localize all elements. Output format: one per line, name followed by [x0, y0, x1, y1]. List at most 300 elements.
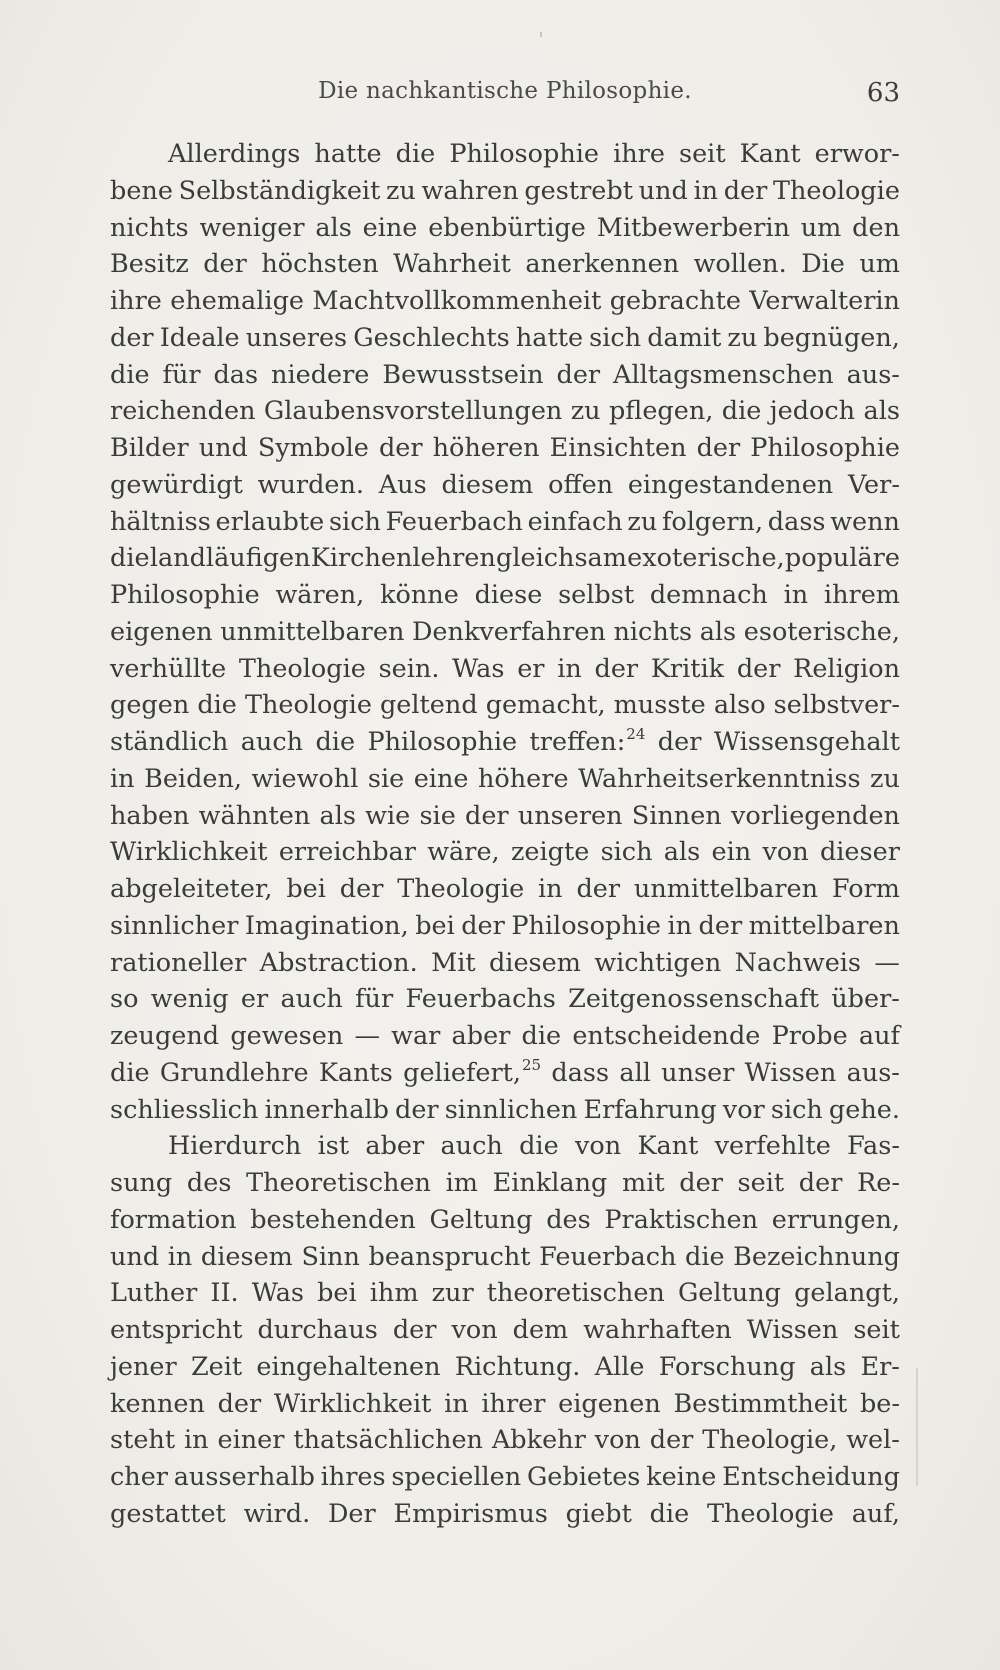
word: diesem — [488, 947, 581, 978]
word: eine — [413, 763, 469, 794]
word: die — [197, 690, 237, 721]
word: Wissen — [746, 1315, 839, 1345]
text-line — [110, 467, 900, 504]
word: als — [863, 396, 900, 427]
word: über- — [831, 984, 900, 1015]
word: eingehaltenen — [256, 1351, 441, 1382]
word: wenn — [830, 506, 900, 537]
word: von — [594, 1425, 641, 1456]
word: ist — [317, 1131, 350, 1162]
word: das — [213, 359, 259, 390]
word: dass — [551, 1057, 610, 1088]
word: der — [110, 322, 154, 353]
word: weniger — [199, 212, 305, 243]
word: Bestimmtheit — [673, 1388, 848, 1419]
text-line — [110, 908, 900, 945]
text-line — [110, 540, 900, 577]
word: der — [461, 910, 505, 941]
word: mit — [622, 1168, 665, 1198]
word: Bewusstsein — [382, 359, 544, 390]
word: im — [445, 1168, 478, 1198]
word: um — [859, 249, 900, 280]
word: gebrachte — [609, 286, 741, 316]
word: der — [203, 249, 247, 280]
word: Bezeichnung — [733, 1241, 900, 1272]
text-line — [110, 1055, 900, 1092]
word: Machtvollkommenheit — [312, 286, 602, 316]
word: kennen — [110, 1388, 205, 1419]
word: jedoch — [769, 396, 856, 427]
word: Theologie — [772, 175, 900, 206]
text-line — [110, 283, 900, 320]
text-line — [110, 687, 900, 724]
word: ihrem — [823, 580, 900, 610]
word: in — [444, 1388, 469, 1419]
word: zeigte — [510, 837, 590, 868]
word: gelangt, — [794, 1278, 900, 1309]
word: zur — [431, 1278, 474, 1309]
text-line — [110, 210, 900, 247]
word: der — [594, 653, 639, 684]
word: II. — [210, 1278, 239, 1309]
text-line — [110, 136, 900, 173]
text-line — [110, 1312, 900, 1349]
word: aber — [451, 1021, 511, 1051]
word: von — [762, 837, 809, 868]
word: einer — [217, 1425, 285, 1456]
word: eigenen — [110, 616, 213, 647]
word: wel- — [846, 1425, 900, 1456]
word: Wissen — [744, 1057, 837, 1088]
word: ihre — [613, 139, 665, 169]
word: aus- — [846, 359, 900, 390]
word: in — [557, 653, 582, 684]
text-line — [110, 173, 900, 210]
word: keine — [646, 1462, 717, 1492]
word: die — [521, 1021, 562, 1051]
word: er — [517, 653, 545, 684]
word: Philosophie — [750, 433, 900, 463]
word: Sinnen — [631, 800, 722, 831]
word: in — [783, 580, 809, 610]
word: Bilder — [110, 433, 189, 463]
word: Was — [251, 1278, 305, 1309]
word: Wirklichkeit — [110, 837, 268, 868]
text-line — [110, 504, 900, 541]
word: ehemalige — [170, 286, 304, 316]
word: Gebietes — [526, 1462, 641, 1492]
word: rationeller — [110, 947, 247, 978]
word: seit — [678, 139, 726, 169]
text-line — [110, 651, 900, 688]
word: Wahrheitserkenntniss — [578, 763, 861, 794]
word: ausserhalb — [173, 1462, 315, 1492]
word: schliesslich — [110, 1094, 259, 1125]
word: begnügen, — [763, 322, 900, 353]
word: selbst — [558, 580, 635, 610]
word: des — [546, 1204, 591, 1235]
text-line — [110, 320, 900, 357]
word: Feuerbach — [539, 1241, 677, 1272]
word: beansprucht — [368, 1241, 531, 1272]
word: gemacht, — [485, 690, 606, 721]
word: Mit — [431, 947, 476, 978]
word: gehe. — [828, 1094, 900, 1125]
word: damit — [647, 322, 722, 353]
text-line — [110, 614, 900, 651]
word: treffen:$^{24}$ — [529, 725, 646, 757]
word: als — [315, 212, 352, 243]
margin-mark — [916, 1368, 918, 1486]
word: ihres — [320, 1462, 386, 1492]
word: sich — [589, 322, 642, 353]
word: Entscheidung — [722, 1462, 900, 1492]
word: der — [723, 175, 768, 206]
word: der — [649, 1425, 694, 1456]
word: speciellen — [391, 1462, 522, 1492]
word: Empirismus — [393, 1498, 548, 1529]
word: der — [657, 727, 702, 757]
word: als — [663, 837, 701, 868]
word: wiewohl — [251, 763, 359, 794]
word: der — [392, 1315, 437, 1345]
word: ebenbürtige — [428, 212, 586, 243]
word: seit — [737, 1168, 785, 1198]
word: in — [184, 1425, 209, 1456]
word: landläufigen — [149, 543, 311, 574]
word: anerkennen — [525, 249, 680, 280]
word: Hierdurch — [168, 1131, 302, 1162]
word: also — [713, 690, 766, 721]
word: diesem — [200, 1241, 293, 1272]
word: ihm — [369, 1278, 419, 1309]
word: die — [395, 139, 436, 169]
word: dieser — [819, 837, 900, 868]
word: in — [693, 175, 719, 206]
word: gewürdigt — [110, 469, 243, 500]
word: als — [699, 616, 737, 647]
word: Einsichten — [549, 433, 687, 463]
word: Philosophie — [110, 580, 260, 610]
word: die — [110, 543, 150, 574]
word: Zeitgenossenschaft — [568, 984, 819, 1015]
word: in — [667, 910, 693, 941]
word: Abkehr — [491, 1425, 586, 1456]
word: Alle — [594, 1351, 645, 1382]
text-line — [110, 1092, 900, 1129]
word: unseres — [245, 322, 348, 353]
word: sein. — [378, 653, 440, 684]
word: für — [162, 359, 201, 390]
word: demnach — [649, 580, 768, 610]
word: sinnlichen — [444, 1094, 578, 1125]
word: Philosophie — [367, 727, 518, 757]
word: Kants — [318, 1057, 393, 1088]
word: diesem — [441, 469, 534, 500]
word: der — [465, 800, 509, 831]
word: aus- — [846, 1057, 900, 1088]
text-line — [110, 724, 900, 761]
word: gleichsam — [496, 543, 627, 574]
word: der — [339, 874, 384, 904]
word: seit — [853, 1315, 900, 1345]
word: Form — [831, 874, 900, 904]
word: Nachweis — [734, 947, 862, 978]
word: der — [556, 359, 601, 390]
word: wie — [365, 800, 411, 831]
word: die — [685, 1241, 725, 1272]
word: innerhalb — [264, 1094, 389, 1125]
word: entscheidende — [572, 1021, 761, 1051]
word: exoterische, — [627, 543, 785, 574]
word: Die — [801, 249, 845, 280]
word: gegen — [110, 690, 190, 721]
text-line — [110, 1165, 900, 1202]
running-title: Die nachkantische Philosophie. — [318, 78, 692, 104]
word: der — [698, 910, 743, 941]
word: Sinn — [301, 1241, 360, 1272]
word: niedere — [271, 359, 370, 390]
footnote-ref: 25 — [522, 1055, 542, 1074]
word: Philosophie — [511, 910, 661, 941]
word: be- — [859, 1388, 900, 1419]
text-line — [110, 1422, 900, 1459]
word: reichenden — [110, 396, 256, 427]
word: für — [355, 984, 394, 1015]
word: sung — [110, 1168, 173, 1198]
text-line — [110, 798, 900, 835]
word: der — [395, 1094, 439, 1125]
word: zu — [386, 175, 416, 206]
word: höhere — [477, 763, 569, 794]
word: Kritik — [650, 653, 725, 684]
word: sie — [367, 763, 405, 794]
word: eine — [362, 212, 418, 243]
word: Probe — [771, 1021, 848, 1051]
word: verhüllte — [110, 653, 227, 684]
word: wahren — [421, 175, 519, 206]
word: Geltung — [429, 1204, 533, 1235]
word: Erfahrung — [583, 1094, 717, 1125]
word: bene — [110, 175, 173, 206]
text-line — [110, 834, 900, 871]
word: gestattet — [110, 1498, 226, 1529]
text-line — [110, 761, 900, 798]
word: durchaus — [257, 1315, 378, 1345]
word: die — [519, 1131, 559, 1162]
word: geliefert,$^{25}$ — [403, 1055, 542, 1088]
word: von — [574, 1131, 622, 1162]
word: eigenen — [558, 1388, 661, 1419]
word: mittelbaren — [748, 910, 900, 941]
word: der — [378, 433, 423, 463]
text-line — [110, 430, 900, 467]
word: wollen. — [693, 249, 787, 280]
word: Mitbewerberin — [596, 212, 790, 243]
word: abgeleiteter, — [110, 874, 273, 904]
word: dem — [512, 1315, 569, 1345]
word: Wahrheit — [393, 249, 511, 280]
word: gewesen — [230, 1021, 344, 1051]
text-line — [110, 1496, 900, 1533]
word: erreichbar — [278, 837, 416, 868]
word: cher — [110, 1462, 168, 1492]
text-line — [110, 1239, 900, 1276]
word: um — [800, 212, 842, 243]
word: und — [110, 1241, 160, 1272]
word: vor — [722, 1094, 765, 1125]
word: Luther — [110, 1278, 198, 1309]
text-line — [110, 1128, 900, 1165]
word: wenig — [150, 984, 229, 1015]
word: hältniss — [110, 506, 211, 537]
word: Verwalterin — [749, 286, 900, 316]
word: von — [451, 1315, 498, 1345]
word: Wissensgehalt — [713, 727, 900, 757]
word: der — [217, 1388, 262, 1419]
word: wähnten — [198, 800, 311, 831]
word: musste — [613, 690, 706, 721]
word: esoterische, — [743, 616, 900, 647]
word: thatsächlichen — [293, 1425, 483, 1456]
word: Einklang — [492, 1168, 608, 1198]
word: unmittelbaren — [633, 874, 819, 904]
word: Alltagsmenschen — [613, 359, 834, 390]
text-line — [110, 871, 900, 908]
word: Religion — [793, 653, 900, 684]
word: in — [167, 1241, 193, 1272]
word: Allerdings — [168, 139, 301, 169]
word: erlaubte — [215, 506, 325, 537]
word: auch — [280, 984, 343, 1015]
text-line — [110, 1459, 900, 1496]
word: in — [110, 763, 135, 794]
word: ihrer — [481, 1388, 546, 1419]
word: Kant — [637, 1131, 699, 1162]
word: Kant — [739, 139, 801, 169]
footnote-ref: 24 — [626, 725, 646, 743]
word: pflegen, — [608, 396, 714, 427]
word: sinnlicher — [110, 910, 239, 941]
word: und — [638, 175, 688, 206]
text-line — [110, 981, 900, 1018]
word: — — [874, 947, 900, 978]
word: zu — [870, 763, 900, 794]
word: Theologie — [238, 653, 366, 684]
word: ständlich — [110, 727, 229, 757]
word: Ver- — [847, 469, 900, 500]
word: selbstver- — [773, 690, 900, 721]
word: diese — [474, 580, 543, 610]
word: auf — [858, 1021, 900, 1051]
word: Der — [327, 1498, 376, 1529]
word: wären, — [275, 580, 365, 610]
word: sich — [328, 506, 381, 537]
word: formation — [110, 1204, 237, 1235]
word: errungen, — [771, 1204, 900, 1235]
word: Besitz — [110, 249, 189, 280]
word: als — [319, 800, 356, 831]
word: so — [110, 984, 139, 1015]
text-line — [110, 357, 900, 394]
word: zu — [727, 322, 758, 353]
word: der — [696, 433, 741, 463]
word: sich — [770, 1094, 823, 1125]
word: bei — [415, 910, 455, 941]
word: er — [240, 984, 269, 1015]
word: Richtung. — [454, 1351, 581, 1382]
word: Ideale — [159, 322, 240, 353]
page-number: 63 — [866, 78, 900, 108]
text-line — [110, 1349, 900, 1386]
word: Fas- — [847, 1131, 900, 1162]
word: unseren — [517, 800, 623, 831]
word: die — [110, 359, 150, 390]
word: Theologie — [244, 690, 372, 721]
word: giebt — [565, 1498, 632, 1529]
word: geltend — [379, 690, 478, 721]
word: der — [798, 1168, 843, 1198]
word: in — [538, 874, 563, 904]
word: wurden. — [257, 469, 365, 500]
text-line — [110, 577, 900, 614]
word: Geschlechts — [353, 322, 510, 353]
word: Feuerbachs — [405, 984, 556, 1015]
word: nichts — [110, 212, 189, 243]
word: einfach — [527, 506, 623, 537]
word: könne — [380, 580, 459, 610]
word: und — [198, 433, 248, 463]
word: die — [649, 1498, 690, 1529]
word: Er- — [860, 1351, 900, 1382]
word: Philosophie — [449, 139, 599, 169]
word: den — [852, 212, 900, 243]
word: jener — [110, 1351, 177, 1382]
body-text — [110, 136, 900, 1533]
word: Abstraction. — [259, 947, 418, 978]
word: Denkverfahren — [411, 616, 606, 647]
word: der — [679, 1168, 723, 1198]
word: der — [736, 653, 781, 684]
word: wird. — [243, 1498, 311, 1529]
word: auf, — [851, 1498, 900, 1529]
text-line — [110, 1275, 900, 1312]
word: Feuerbach — [385, 506, 523, 537]
word: Beiden, — [144, 763, 243, 794]
word: sie — [419, 800, 456, 831]
word: steht — [110, 1425, 176, 1456]
word: auch — [240, 727, 304, 757]
word: Forschung — [658, 1351, 796, 1382]
word: Grundlehre — [159, 1057, 309, 1088]
word: unser — [661, 1057, 735, 1088]
word: Re- — [857, 1168, 900, 1198]
word: die — [721, 396, 762, 427]
scan-speck — [540, 32, 542, 37]
word: entspricht — [110, 1315, 243, 1345]
word: all — [619, 1057, 651, 1088]
word: war — [391, 1021, 441, 1051]
word: der — [576, 874, 621, 904]
word: Wirklichkeit — [273, 1388, 432, 1419]
word: ihre — [110, 286, 162, 316]
word: offen — [548, 469, 614, 500]
word: wahrhaften — [583, 1315, 732, 1345]
word: Symbole — [257, 433, 369, 463]
running-head — [110, 78, 900, 114]
word: populäre — [784, 543, 900, 574]
word: Kirchenlehren — [310, 543, 496, 574]
